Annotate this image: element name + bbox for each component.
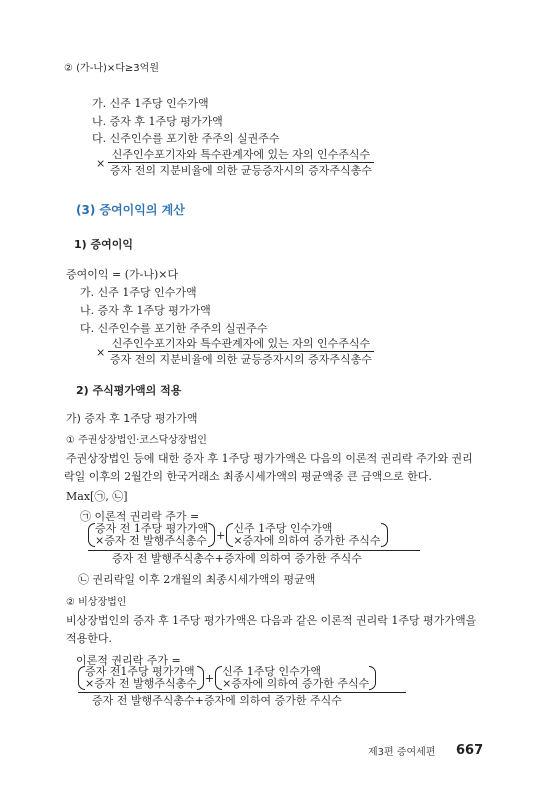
- top-fraction: [108, 148, 374, 177]
- sub1-list-item-b: 나. 증자 후 1주당 평가가액: [80, 304, 211, 317]
- top-list-item-b: 나. 증자 후 1주당 평가가액: [92, 115, 223, 128]
- sub1-fraction-times: ×: [96, 346, 106, 359]
- footer-section-label: 제3편 증여세편: [368, 747, 436, 758]
- formula-2-term-1-line-2: ×증자 전 발행주식총수: [85, 677, 197, 690]
- formula-1-term-2-line-2: ×증자에 의하여 증가한 주식수: [233, 534, 381, 547]
- sub1-list-item-c: 다. 신주인수를 포기한 주주의 실권주수: [80, 322, 268, 335]
- listed-corp-paragraph-line-2: 락일 이후의 2월간의 한국거래소 최종시세가액의 평균액중 큰 금액으로 한다.: [64, 470, 432, 483]
- sub1-fraction: [108, 337, 374, 366]
- sub2-a-heading: 가) 증자 후 1주당 평가가액: [66, 412, 198, 425]
- formula-1-paren-group-1: [88, 523, 215, 547]
- formula-2-term-1-line-1: 증자 전1주당 평가가액: [85, 665, 195, 678]
- unlisted-corp-paragraph-line-1: 비상장법인의 증자 후 1주당 평가가액은 다음과 같은 이론적 권리락 1주당 평가가액을: [66, 614, 477, 627]
- formula-1-fraction-bar: [88, 550, 420, 551]
- top-formula: ② (가-나)×다≥3억원: [64, 63, 159, 74]
- sub1-fraction-denominator: 증자 전의 지분비율에 의한 균등증자시의 증자주식총수: [110, 353, 372, 366]
- top-list-item-a: 가. 신주 1주당 인수가액: [92, 97, 209, 110]
- top-fraction-denominator: 증자 전의 지분비율에 의한 균등증자시의 증자주식총수: [110, 164, 372, 177]
- formula-2-term-2-line-2: ×증자에 의하여 증가한 주식수: [222, 677, 370, 690]
- formula-2-numerator: [78, 666, 376, 690]
- formula-1-term-1-line-1: 증자 전 1주당 평가가액: [95, 522, 209, 535]
- formula-1-term-1-line-2: ×증자 전 발행주식총수: [95, 534, 207, 547]
- unlisted-ex-rights-label: 이론적 권리락 주가 =: [76, 654, 181, 667]
- top-list-item-c: 다. 신주인수를 포기한 주주의 실권주수: [92, 132, 280, 145]
- formula-2-term-2-line-1: 신주 1주당 인수가액: [222, 665, 322, 678]
- page-number: 667: [456, 743, 484, 758]
- section-3-title: (3) 증여이익의 계산: [76, 203, 185, 217]
- sub1-fraction-numerator: 신주인수포기자와 특수관계자에 있는 자의 인수주식수: [108, 337, 374, 352]
- formula-2-paren-group-2: [215, 666, 376, 690]
- formula-2-paren-group-1: [78, 666, 204, 690]
- listed-corp-paragraph-line-1: 주권상장법인 등에 대한 증자 후 1주당 평가가액은 다음의 이론적 권리락 주가와 권리: [66, 452, 473, 465]
- gift-profit-formula: 증여이익 = (가-나)×다: [66, 268, 179, 281]
- formula-1-plus: +: [216, 528, 226, 542]
- top-fraction-numerator: 신주인수포기자와 특수관계자에 있는 자의 인수주식수: [108, 148, 374, 163]
- formula-1-numerator: [88, 523, 388, 547]
- unlisted-corp-paragraph-line-2: 적용한다.: [66, 632, 113, 645]
- formula-1-denominator: 증자 전 발행주식총수+증자에 의하여 증가한 주식수: [112, 552, 362, 565]
- formula-2-plus: +: [204, 671, 215, 685]
- theoretical-ex-rights-label: ㉠ 이론적 권리락 주가 =: [80, 510, 200, 523]
- formula-1-paren-group-2: [226, 523, 387, 547]
- sub-section-2-title: 2) 주식평가액의 적용: [76, 384, 182, 397]
- top-fraction-times: ×: [96, 157, 106, 170]
- listed-corp-heading: ① 주권상장법인·코스닥상장법인: [66, 435, 207, 446]
- formula-1-term-2-line-1: 신주 1주당 인수가액: [233, 522, 333, 535]
- max-expression: Max[㉠, ㉡]: [66, 490, 128, 503]
- formula-2-denominator: 증자 전 발행주식총수+증자에 의하여 증가한 주식수: [92, 694, 342, 707]
- average-price-item: ㉡ 권리락일 이후 2개월의 최종시세가액의 평균액: [78, 573, 316, 586]
- sub-section-1-title: 1) 증여이익: [74, 238, 134, 251]
- formula-2-fraction-bar: [78, 692, 406, 693]
- unlisted-corp-heading: ② 비상장법인: [66, 597, 127, 608]
- sub1-list-item-a: 가. 신주 1주당 인수가액: [80, 286, 197, 299]
